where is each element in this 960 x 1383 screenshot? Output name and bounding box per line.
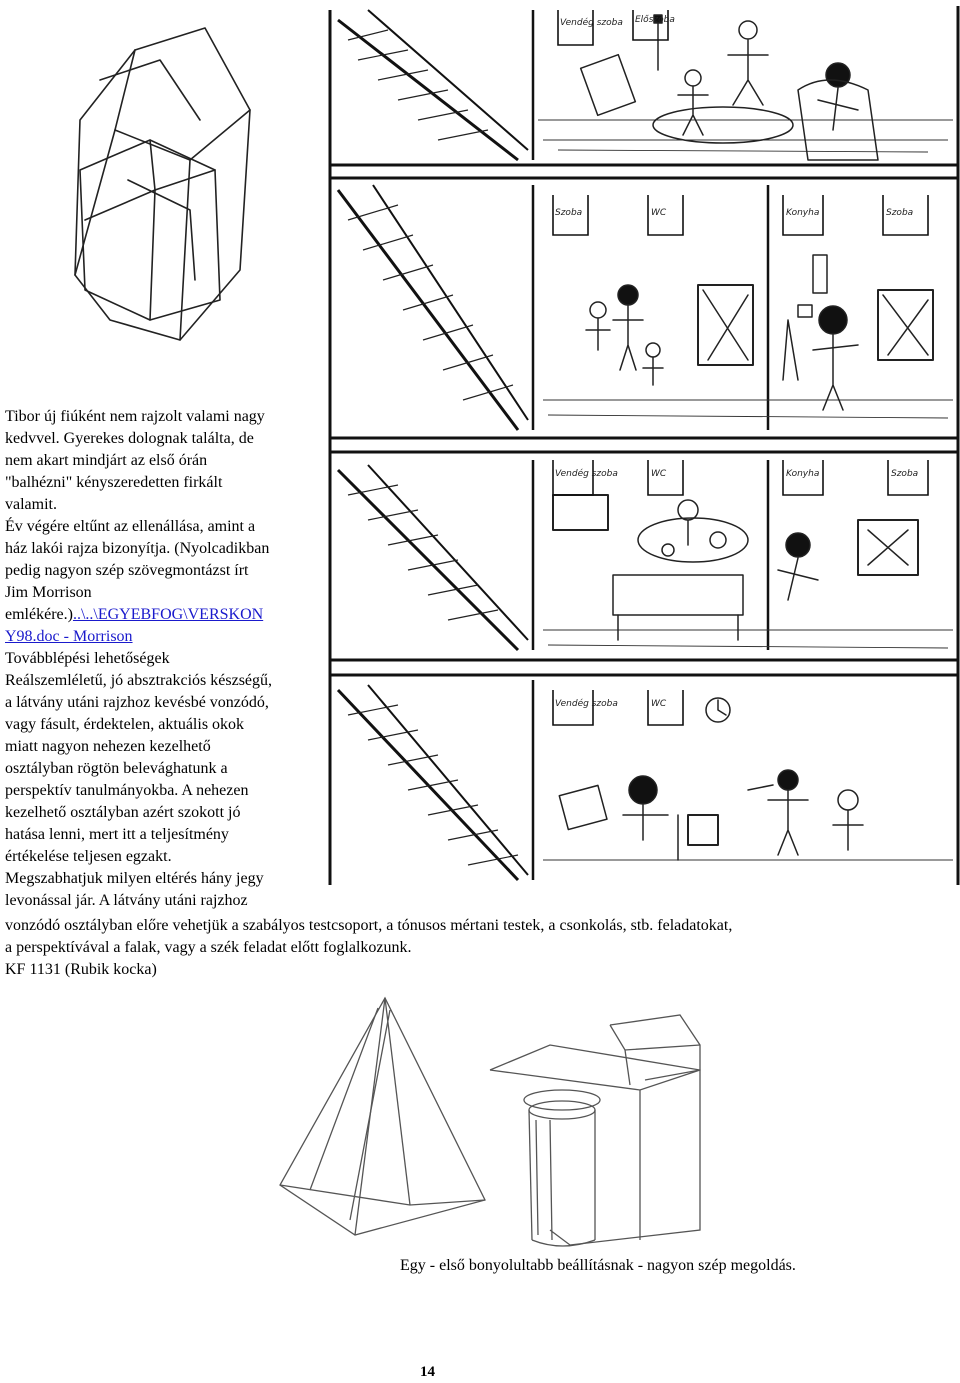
label-r3a: Vendég szoba [555,469,618,479]
text-line: Tibor új fiúként nem rajzolt valami nagy [5,408,265,425]
label-r4a: Vendég szoba [555,699,618,709]
morrison-doc-link[interactable]: ..\..\EGYEBFOG\VERSKON [72,606,264,623]
label-r3d: Szoba [891,469,919,479]
image-caption: Egy - első bonyolultabb beállításnak - nagyon szép megoldás. [400,1257,796,1274]
label-top-left: Vendég szoba [560,18,623,28]
text-line: KF 1131 (Rubik kocka) [5,961,157,978]
geometric-solids-drawing [250,990,720,1250]
full-width-text [5,915,955,981]
page-number: 14 [420,1364,435,1380]
label-r2a: Szoba [555,208,583,218]
left-text-block [5,406,325,912]
label-top-right: Előszoba [635,15,675,25]
label-r3b: WC [651,469,667,479]
label-r2b: WC [651,208,667,218]
text-line: Továbblépési lehetőségek [5,650,170,667]
text-line: ház lakói rajza bizonyítja. (Nyolcadikban [5,540,270,557]
text-line: valamit. [5,496,57,513]
text-line: a perspektívával a falak, vagy a szék feladat előtt foglalkozunk. [5,939,412,956]
morrison-doc-link-cont[interactable]: Y98.doc - Morrison [5,628,133,645]
cube-sketch-drawing [40,20,290,360]
text-line: vagy fásult, érdektelen, aktuális okok [5,716,245,733]
label-r3c: Konyha [786,469,820,479]
text-line: pedig nagyon szép szövegmontázst írt [5,562,249,579]
text-line: "balhézni" kényszeredetten firkált [5,474,223,491]
text-line: hatása lenni, mert itt a teljesítmény [5,826,229,843]
text-line: Év végére eltűnt az ellenállása, amint a [5,518,256,535]
text-line: kedvvel. Gyerekes dolognak találta, de [5,430,254,447]
text-line: nem akart mindjárt az első órán [5,452,208,469]
house-sketch-drawing [328,0,960,890]
text-line: Megszabhatjuk milyen eltérés hány jegy [5,870,264,887]
text-line: levonással jár. A látvány utáni rajzhoz [5,892,248,909]
text-line: vonzódó osztályban előre vehetjük a szabályos testcsoport, a tónusos mértani testek, a csonkolás, stb. feladatokat, [5,917,733,934]
text-line: Jim Morrison [5,584,92,601]
label-r2d: Szoba [886,208,914,218]
text-line: a látvány utáni rajzhoz kevésbé vonzódó, [5,694,269,711]
label-r4b: WC [651,699,667,709]
text-line: osztályban rögtön belevághatunk a [5,760,228,777]
text-line: Reálszemléletű, jó absztrakciós készségű, [5,672,273,689]
link-line [5,604,325,626]
text-line: kezelhető osztályban azért szokott jó [5,804,241,821]
text-line: miatt nagyon nehezen kezelhető [5,738,211,755]
text-line: perspektív tanulmányokba. A nehezen [5,782,249,799]
link-prefix: emlékére.) [5,606,73,623]
text-line: értékelése teljesen egzakt. [5,848,172,865]
label-r2c: Konyha [786,208,820,218]
